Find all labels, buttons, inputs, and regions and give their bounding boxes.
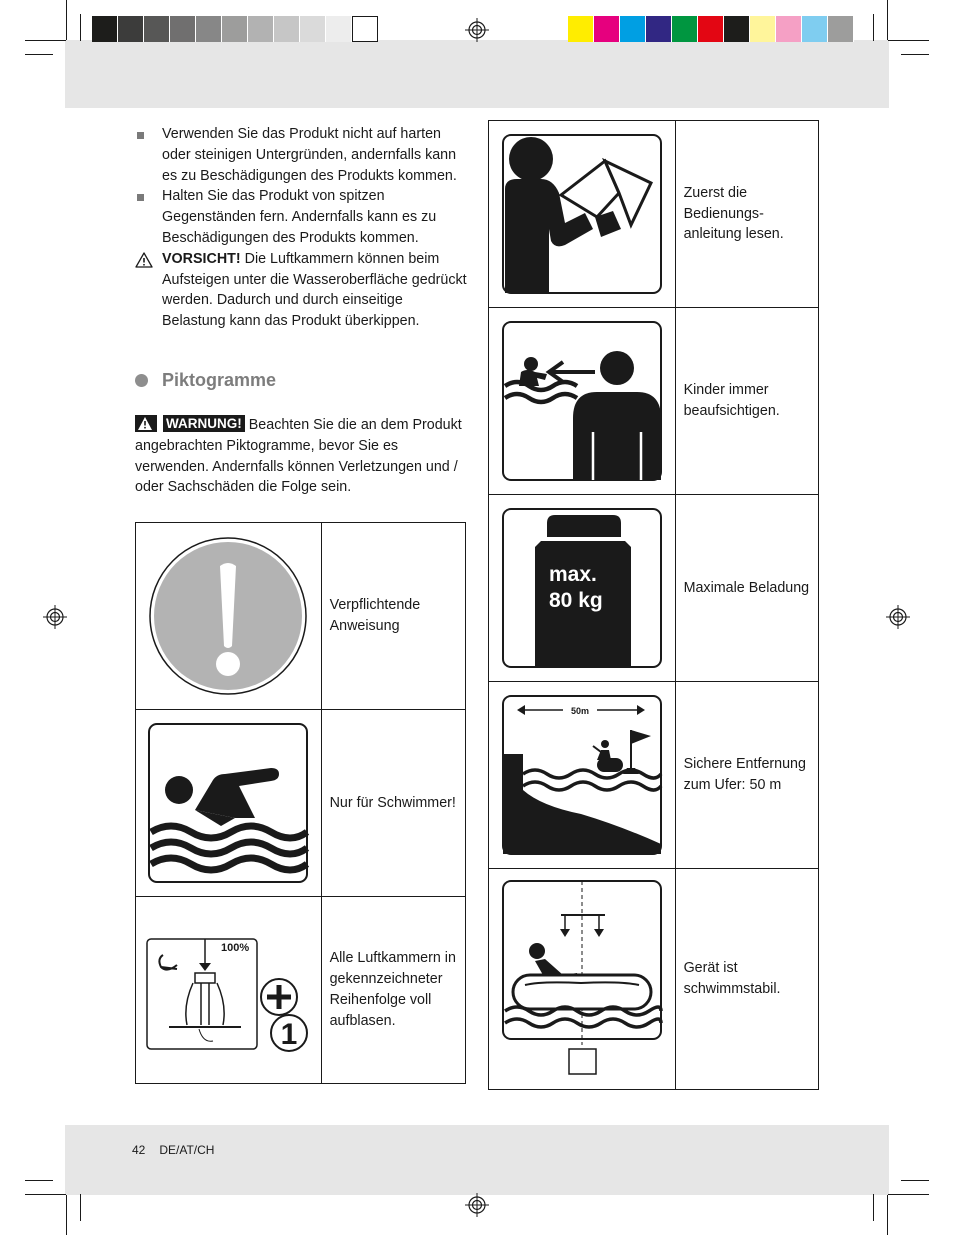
color-swatch bbox=[802, 16, 828, 42]
color-swatch bbox=[568, 16, 594, 42]
color-swatch bbox=[118, 16, 144, 42]
table-row bbox=[489, 682, 819, 869]
warning-triangle-icon bbox=[137, 416, 153, 431]
color-swatch bbox=[222, 16, 248, 42]
bullet-square-icon bbox=[137, 132, 144, 139]
color-swatch bbox=[170, 16, 196, 42]
color-swatch bbox=[698, 16, 724, 42]
registration-mark-icon bbox=[43, 605, 67, 629]
color-swatch bbox=[776, 16, 802, 42]
caution-text: Die Luftkammern können beim Aufsteigen unter die Wasseroberfläche gedrückt werden. Dadurch und durch einseitige Belastung kann das Produkt überkippen. bbox=[162, 250, 467, 330]
table-row bbox=[136, 710, 466, 897]
safety-notes bbox=[135, 124, 467, 332]
table-row bbox=[489, 495, 819, 682]
color-swatch bbox=[646, 16, 672, 42]
pictogram-table-right bbox=[488, 120, 819, 1090]
bullet-circle-icon bbox=[135, 374, 148, 387]
exclamation-circle-icon bbox=[148, 536, 308, 696]
pictogram-description: Alle Luftkammern in gekennzeichneter Reihenfolge voll aufblasen. bbox=[321, 897, 465, 1084]
locale-label: DE/AT/CH bbox=[159, 1143, 215, 1157]
registration-mark-icon bbox=[886, 605, 910, 629]
weight-label-line1: max. bbox=[548, 563, 597, 586]
section-title: Piktogramme bbox=[162, 370, 277, 390]
shore-distance-icon bbox=[501, 694, 663, 856]
color-swatch bbox=[300, 16, 326, 42]
warning-label: WARNUNG! bbox=[166, 416, 242, 431]
warning-triangle-icon bbox=[135, 252, 153, 268]
color-swatch bbox=[594, 16, 620, 42]
pictogram-description: Nur für Schwimmer! bbox=[321, 710, 465, 897]
distance-label: 50m bbox=[570, 706, 589, 716]
page-footer bbox=[132, 1143, 214, 1157]
footer-band bbox=[65, 1125, 889, 1195]
bullet-item: Verwenden Sie das Produkt nicht auf harten oder steinigen Untergründen, andernfalls kann es zu Beschädigungen des Produkts kommen. bbox=[135, 124, 467, 186]
color-swatch bbox=[248, 16, 274, 42]
inflate-chamber-icon bbox=[143, 925, 313, 1055]
table-row bbox=[489, 121, 819, 308]
caution-label: VORSICHT! bbox=[162, 250, 241, 267]
registration-mark-icon bbox=[465, 1193, 489, 1217]
registration-mark-icon bbox=[465, 18, 489, 42]
pictogram-description: Sichere Entfernung zum Ufer: 50 m bbox=[675, 682, 818, 869]
max-load-weight-icon bbox=[501, 507, 663, 669]
grayscale-color-bar bbox=[92, 16, 378, 42]
table-row bbox=[489, 869, 819, 1090]
color-swatch bbox=[828, 16, 854, 42]
color-swatch bbox=[672, 16, 698, 42]
table-row bbox=[489, 308, 819, 495]
color-swatch bbox=[724, 16, 750, 42]
read-manual-icon bbox=[501, 133, 663, 295]
color-swatch bbox=[144, 16, 170, 42]
table-row bbox=[136, 897, 466, 1084]
color-swatch bbox=[92, 16, 118, 42]
weight-label-line2: 80 kg bbox=[548, 589, 603, 612]
section-heading bbox=[135, 370, 276, 391]
header-band bbox=[65, 40, 889, 108]
color-swatch bbox=[326, 16, 352, 42]
page-number: 42 bbox=[132, 1143, 146, 1157]
color-swatch bbox=[620, 16, 646, 42]
warning-text: Beachten Sie die an dem Produkt angebrachten Piktogramme, bevor Sie es verwenden. Andernfalls können Verletzungen und / oder Sachschäden die Folge sein. bbox=[135, 417, 462, 496]
stable-floating-icon bbox=[501, 879, 663, 1079]
bullet-item: Halten Sie das Produkt von spitzen Gegenständen fern. Andernfalls kann es zu Beschädigungen des Produkts kommen. bbox=[135, 186, 467, 248]
pictogram-description: Verpflichtende Anweisung bbox=[321, 523, 465, 710]
pictogram-description: Maximale Beladung bbox=[675, 495, 818, 682]
pictogram-description: Gerät ist schwimmstabil. bbox=[675, 869, 818, 1090]
bullet-square-icon bbox=[137, 194, 144, 201]
pictogram-table-left bbox=[135, 522, 466, 1084]
table-row bbox=[136, 523, 466, 710]
inflate-step-number: 1 bbox=[280, 1018, 298, 1051]
color-swatch bbox=[196, 16, 222, 42]
swimmer-icon bbox=[147, 722, 309, 884]
inflate-percent-label: 100% bbox=[221, 942, 250, 954]
color-swatch bbox=[274, 16, 300, 42]
supervise-children-icon bbox=[501, 320, 663, 482]
color-swatch bbox=[352, 16, 378, 42]
warning-note bbox=[135, 415, 467, 498]
color-swatch bbox=[750, 16, 776, 42]
pictogram-description: Kinder immer beaufsichtigen. bbox=[675, 308, 818, 495]
pictogram-description: Zuerst die Bedienungs-anleitung lesen. bbox=[675, 121, 818, 308]
caution-note bbox=[135, 249, 467, 332]
warning-badge bbox=[135, 415, 245, 432]
process-color-bar bbox=[568, 16, 854, 42]
